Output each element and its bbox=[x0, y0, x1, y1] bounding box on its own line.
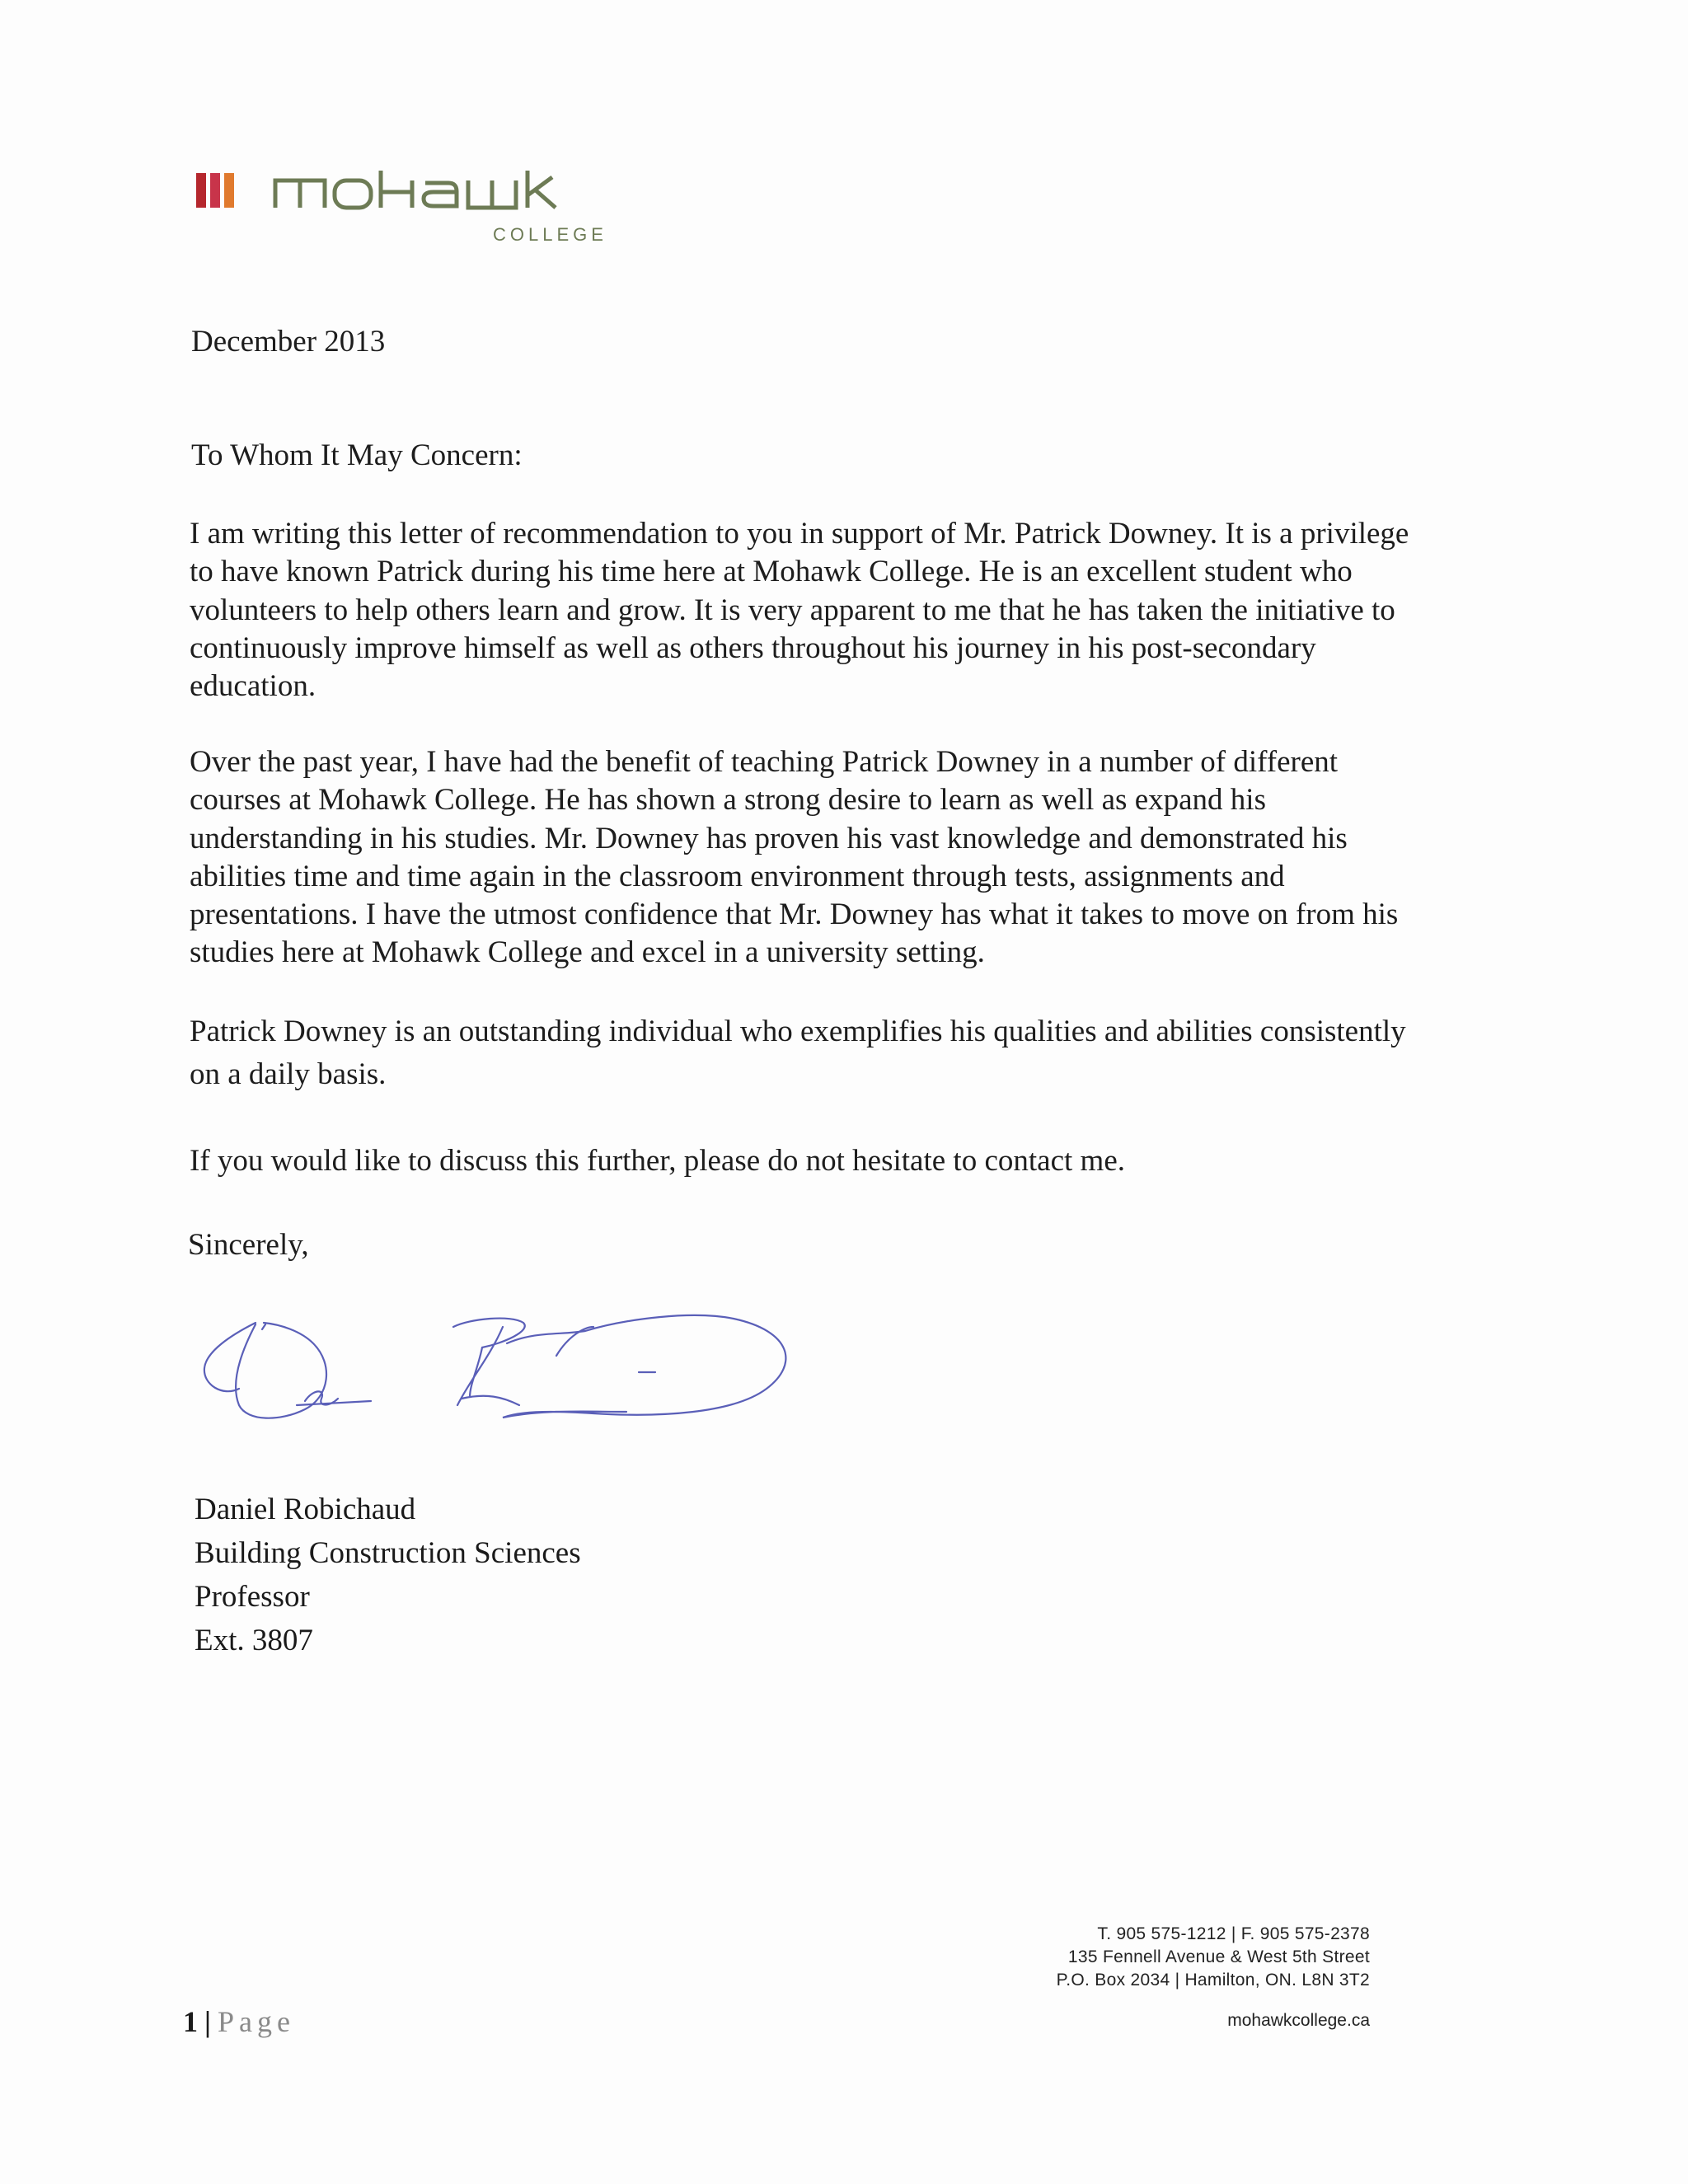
signer-name: Daniel Robichaud bbox=[195, 1493, 416, 1526]
footer-contact bbox=[1057, 1923, 1370, 1992]
body-paragraph-3: Patrick Downey is an outstanding individual who exemplifies his qualities and abilities consistently on a daily basis. bbox=[190, 1015, 1406, 1091]
signer-department: Building Construction Sciences bbox=[195, 1536, 581, 1570]
contact-po-box: P.O. Box 2034 | Hamilton, ON. L8N 3T2 bbox=[1056, 1971, 1370, 1990]
signer-block bbox=[195, 1488, 581, 1662]
page-number-value: 1 bbox=[183, 2005, 198, 2038]
closing: Sincerely, bbox=[188, 1228, 309, 1262]
page-number-separator: | bbox=[204, 2005, 211, 2038]
contact-address: 135 Fennell Avenue & West 5th Street bbox=[1067, 1947, 1370, 1966]
logo-college-label: COLLEGE bbox=[493, 224, 607, 245]
body-paragraph-4: If you would like to discuss this further, please do not hesitate to contact me. bbox=[190, 1144, 1125, 1178]
signer-title: Professor bbox=[195, 1580, 310, 1614]
letter-date: December 2013 bbox=[191, 325, 386, 359]
website-link[interactable]: mohawkcollege.ca bbox=[1227, 2011, 1370, 2030]
page-number bbox=[183, 2004, 295, 2039]
page-label: Page bbox=[217, 2005, 295, 2038]
handwritten-signature bbox=[198, 1306, 808, 1446]
body-paragraph-2: Over the past year, I have had the benefit of teaching Patrick Downey in a number of different courses at Mohawk College. He has shown a strong desire to learn as well as expand his understanding in his studies. Mr. Downey has proven his vast knowledge and demonstrated his abilities time and time again in the classroom environment through tests, assignments and presentations. I have the utmost confidence that Mr. Downey has what it takes to move on from his studies here at Mohawk College and excel in a university setting. bbox=[190, 745, 1399, 970]
contact-phone-fax: T. 905 575-1212 | F. 905 575-2378 bbox=[1097, 1924, 1370, 1943]
mohawk-logo-graphic bbox=[196, 169, 608, 218]
body-paragraph-1: I am writing this letter of recommendation to you in support of Mr. Patrick Downey. It is a privilege to have known Patrick during his time here at Mohawk College. He is an excellent student who volunteers to help others learn and grow. It is very apparent to me that he has taken the initiative to continuously improve himself as well as others throughout his journey in his post-secondary education. bbox=[190, 517, 1409, 704]
signer-extension: Ext. 3807 bbox=[195, 1624, 313, 1657]
salutation: To Whom It May Concern: bbox=[191, 438, 523, 472]
